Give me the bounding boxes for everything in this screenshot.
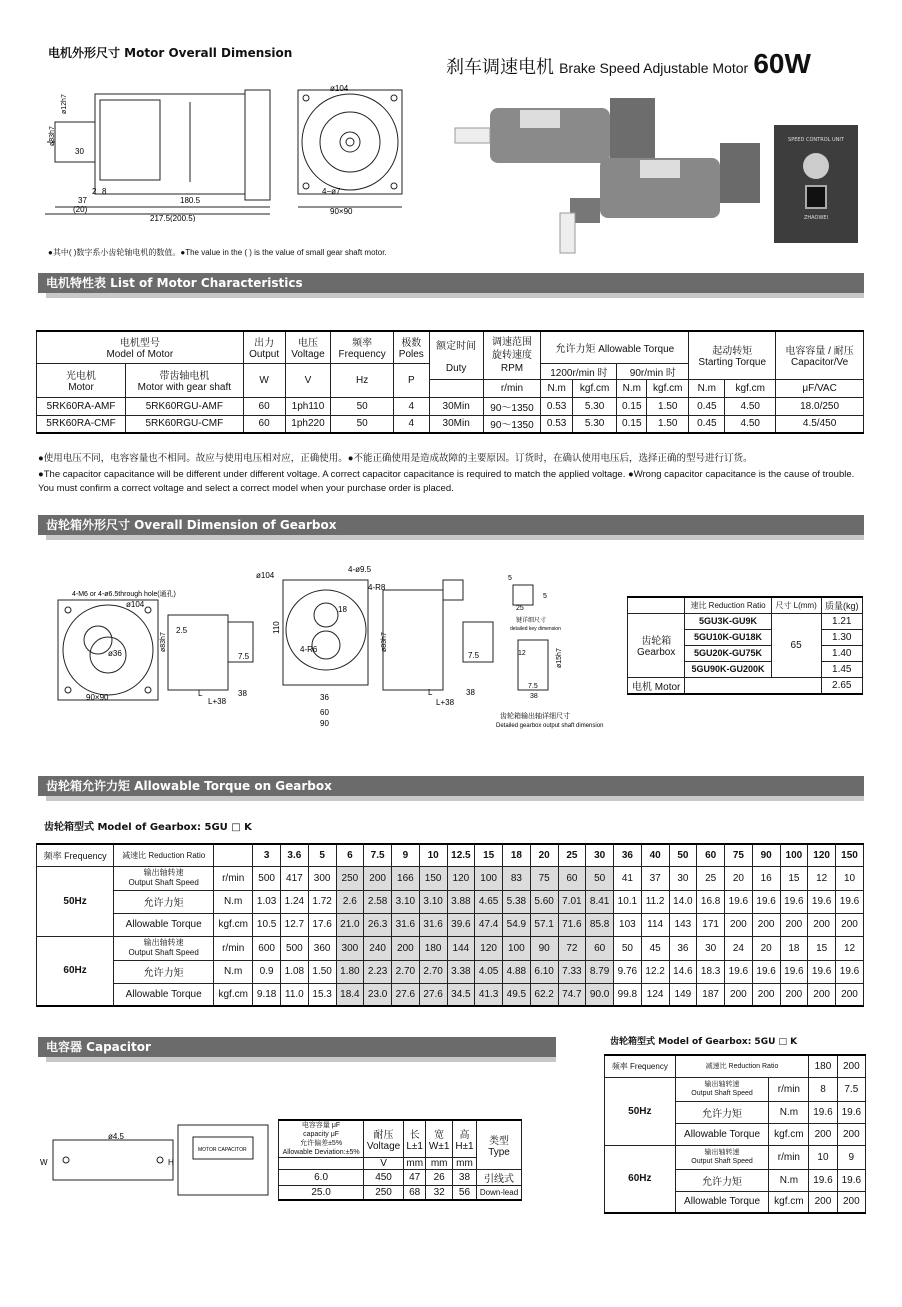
torque-cell: 60 — [586, 936, 614, 960]
torque-cell: 200 — [364, 866, 392, 890]
table-row: 25.0 250 68 32 56 Down-lead — [279, 1186, 522, 1200]
torque-cell: 12.7 — [281, 913, 309, 936]
torque-cell: 166 — [392, 866, 420, 890]
gb-dim-d83b: ø83h7 — [381, 632, 388, 652]
torque-cell: 50 — [586, 866, 614, 890]
torque-cell: 9.76 — [614, 960, 642, 983]
torque-cell: 171 — [697, 913, 725, 936]
torque-cell: 10.1 — [614, 890, 642, 913]
dim-d83: ø83h7 — [49, 126, 56, 146]
torque-cell: 149 — [669, 983, 697, 1006]
torque-cell: 3.10 — [419, 890, 447, 913]
torque-cell: 50 — [614, 936, 642, 960]
torque-cell: 8.41 — [586, 890, 614, 913]
gb-dim-d83: ø83h7 — [160, 632, 167, 652]
torque-cell: 3.6 — [281, 844, 309, 866]
speed-controller — [774, 125, 858, 243]
torque-cell: 8.79 — [586, 960, 614, 983]
torque-cell: 6 — [336, 844, 364, 866]
torque-cell: 150 — [419, 866, 447, 890]
key-detail-en: detailed key dimension — [510, 626, 561, 632]
gb-dim-25: 25 — [516, 605, 524, 612]
torque-cell: 19.6 — [752, 960, 780, 983]
gb-dim-38: 38 — [238, 689, 247, 698]
torque-cell: 27.6 — [392, 983, 420, 1006]
product-power: 60W — [753, 48, 811, 79]
torque-cell: 62.2 — [530, 983, 558, 1006]
torque-cell: 47.4 — [475, 913, 503, 936]
torque-cell: 200 — [752, 913, 780, 936]
torque-cell: 417 — [281, 866, 309, 890]
gb-dim-l38: L+38 — [208, 697, 227, 706]
gb-dim-d95: 4-ø9.5 — [348, 565, 372, 574]
torque-cell: 36 — [669, 936, 697, 960]
gb-dim-38b: 38 — [466, 688, 475, 697]
torque-cell: 5.60 — [530, 890, 558, 913]
dim-90x90: 90×90 — [330, 207, 353, 216]
model-header: 电机型号 Model of Motor — [37, 331, 244, 363]
torque-cell: 15 — [475, 844, 503, 866]
torque-cell: 40 — [641, 844, 669, 866]
torque-cell: 37 — [641, 866, 669, 890]
torque-cell: 2.6 — [336, 890, 364, 913]
shaft-detail-en: Detailed gearbox output shaft dimension — [496, 723, 604, 729]
torque-cell: 19.6 — [836, 960, 864, 983]
gb-dim-12: 12 — [518, 650, 526, 657]
torque-cell: 2.58 — [364, 890, 392, 913]
torque-cell: 120 — [475, 936, 503, 960]
torque-cell: 250 — [336, 866, 364, 890]
torque-cell: 300 — [336, 936, 364, 960]
cap-dim-d45: ø4.5 — [108, 1132, 125, 1141]
gb-dim-5: 5 — [508, 575, 512, 582]
capacitor-section-title: 电容器 Capacitor — [38, 1037, 556, 1057]
gb-dim-d15: ø15h7 — [556, 648, 563, 668]
torque-cell: 600 — [253, 936, 281, 960]
torque-cell: 500 — [253, 866, 281, 890]
gb-dim-l38b: L+38 — [436, 698, 455, 707]
torque-cell: 200 — [836, 913, 864, 936]
dim-37: 37 — [78, 196, 87, 205]
characteristics-section-title: 电机特性表 List of Motor Characteristics — [38, 273, 864, 293]
torque-cell: 200 — [725, 983, 753, 1006]
dim-4-d7: 4−ø7 — [322, 187, 341, 196]
torque-cell: 3.10 — [392, 890, 420, 913]
gb-dim-7-5c: 7.5 — [528, 683, 538, 690]
torque-cell: 100 — [503, 936, 531, 960]
gb-dim-90x90: 90×90 — [86, 693, 109, 702]
torque-cell: 39.6 — [447, 913, 475, 936]
torque-cell: 5.38 — [503, 890, 531, 913]
torque-cell: 26.3 — [364, 913, 392, 936]
dim-180-5: 180.5 — [180, 196, 201, 205]
torque-cell: 60 — [697, 844, 725, 866]
torque-cell: 41.3 — [475, 983, 503, 1006]
torque-cell: 54.9 — [503, 913, 531, 936]
torque-cell: 100 — [475, 866, 503, 890]
gb-dim-r8: 4-R8 — [368, 583, 386, 592]
dim-d12: ø12h7 — [61, 94, 68, 114]
torque-cell: 14.6 — [669, 960, 697, 983]
speed-knob-icon — [803, 153, 829, 179]
torque-table: 频率 Frequency 减速比 Reduction Ratio 3 3.6 5 6 7.5 9 10 12.5 15 18 20 25 30 36 40 50 60 75 90 100 120 150 50Hz 输出轴转速 Output Shaft Speed r/min 500 417 300 250 200 166 150 120 100 83 75 60 50 41 37 30 25 20 16 15 12 10 允许力矩 N.m 1.03 1.24 1.72 2.6 2.58 3.10 3.10 3.88 4.65 5.38 5.60 7.01 8.41 10.1 11.2 14.0 16.8 19.6 19.6 19.6 19.6 19.6 Allowable Torque kgf.cm 10.5 12.7 17.6 21.0 26.3 31.6 31.6 39.6 47.4 54.9 57.1 71.6 85.8 103 114 143 171 200 200 200 200 200 60Hz 输出轴转速 Output Shaft Speed r/min 600 500 360 300 240 200 180 144 120 100 90 72 60 50 45 36 30 24 20 18 15 12 允许力矩 N.m 0.9 1.08 1.50 1.80 2.23 2.70 2.70 3.38 4.05 4.88 6.10 7.33 8.79 9.76 12.2 14.6 18.3 19.6 19.6 19.6 19.6 19.6 Allowable Torque kgf.cm 9.18 11.0 15.3 18.4 23.0 27.6 27.6 34.5 41.3 49.5 62.2 74.7 90.0 99.8 124 149 187 200 200 200 200 200 — [36, 843, 864, 1007]
motor-photo — [450, 88, 770, 273]
torque-cell: 150 — [836, 844, 864, 866]
torque-cell: 15.3 — [308, 983, 336, 1006]
torque-cell: 74.7 — [558, 983, 586, 1006]
characteristics-table: 电机型号 Model of Motor 出力 Output 电压 Voltage 频率 Frequency 极数 Poles 额定时间 Duty 调速范围 旋转速度 RPM 允许力矩 Allowable Torque 起动转矩 Starting Torque 电容容量 / 耐压 Capacitor/Ve 光电机 Motor 带齿轴电机 Motor with gear shaft W V Hz P 1200r/min 时 90r/min 时 r/min N.m kgf.cm N.m kgf.cm N.m kgf.cm μF/VAC 5RK60RA-AMF 5RK60RGU-AMF 60 1ph110 50 4 30Min 90～1350 0.53 5.30 0.15 1.50 0.45 4.50 18.0/250 5RK60RA-CMF 5RK60RGU-CMF 60 1ph220 50 4 30Min 90～1350 0.53 5.30 0.15 1.50 0.45 4.50 4.5/450 — [36, 330, 864, 434]
gb-dim-d104b: ø104 — [256, 571, 275, 580]
torque-cell: 72 — [558, 936, 586, 960]
torque-cell: 11.2 — [641, 890, 669, 913]
torque-cell: 19.6 — [725, 960, 753, 983]
torque-cell: 16.8 — [697, 890, 725, 913]
gb-dim-36: 36 — [320, 693, 329, 702]
torque-cell: 18.4 — [336, 983, 364, 1006]
cap-dim-h: H — [168, 1158, 174, 1167]
torque-cell: 31.6 — [392, 913, 420, 936]
motor-dimension-title: 电机外形尺寸 Motor Overall Dimension — [48, 46, 293, 60]
torque-cell: 20 — [530, 844, 558, 866]
torque-cell: 200 — [725, 913, 753, 936]
torque-cell: 20 — [752, 936, 780, 960]
torque-section-title: 齿轮箱允许力矩 Allowable Torque on Gearbox — [38, 776, 864, 796]
controller-label: SPEED CONTROL UNIT — [788, 137, 844, 143]
gb-dim-7-5: 7.5 — [238, 652, 250, 661]
gearbox-section-title: 齿轮箱外形尺寸 Overall Dimension of Gearbox — [38, 515, 864, 535]
gearbox-model-label-2: 齿轮箱型式 Model of Gearbox: 5GU □ K — [610, 1037, 798, 1047]
torque-cell: 1.24 — [281, 890, 309, 913]
torque-cell: 90 — [752, 844, 780, 866]
gb-dim-60: 60 — [320, 708, 329, 717]
voltage-note-en: ●The capacitor capacitance will be different under different voltage. A correct capacitor capacitance is required to match the applied voltage. ●Wrong capacitor capacitance is the cause of trouble. You must confirm a correct voltage and select a correct model when your purchase order is placed. — [38, 469, 855, 494]
gearbox-dimension-drawing — [38, 560, 608, 740]
torque-cell: 90 — [530, 936, 558, 960]
torque-cell: 57.1 — [530, 913, 558, 936]
torque-cell: 36 — [614, 844, 642, 866]
torque-cell: 360 — [308, 936, 336, 960]
torque-cell: 500 — [281, 936, 309, 960]
torque-cell: 2.70 — [419, 960, 447, 983]
gb-dim-38c: 38 — [530, 693, 538, 700]
torque-cell: 12.2 — [641, 960, 669, 983]
torque-cell: 18 — [780, 936, 808, 960]
torque-cell: 34.5 — [447, 983, 475, 1006]
torque-cell: 124 — [641, 983, 669, 1006]
torque-cell: 85.8 — [586, 913, 614, 936]
torque-cell: 1.72 — [308, 890, 336, 913]
torque-cell: 3.88 — [447, 890, 475, 913]
torque-cell: 19.6 — [808, 890, 836, 913]
torque-cell: 1.80 — [336, 960, 364, 983]
torque-cell: 19.6 — [725, 890, 753, 913]
torque-cell: 180 — [419, 936, 447, 960]
gb-dim-r6: 4-R6 — [300, 645, 318, 654]
gb-dim-d104: ø104 — [126, 600, 145, 609]
cap-dim-w: W — [40, 1158, 48, 1167]
torque-cell: 41 — [614, 866, 642, 890]
torque-cell: 19.6 — [780, 960, 808, 983]
capacitor-table: 电容容量 μF capacity μF 允许偏差±5% Allowable Deviation:±5% 耐压 Voltage 长 L±1 宽 W±1 高 H±1 类型 Type V mm mm mm 6.0 450 47 26 38 引线式 25.0 250 68 32 56 Down-lead — [278, 1119, 522, 1201]
dim-20: (20) — [73, 205, 88, 214]
torque-cell: 10.5 — [253, 913, 281, 936]
torque-cell: 2.23 — [364, 960, 392, 983]
dimension-note: ●其中( )数字系小齿轮轴电机的数值。●The value in the ( ) is the value of small gear shaft motor. — [48, 248, 387, 257]
torque-cell: 19.6 — [808, 960, 836, 983]
shaft-detail-zh: 齿轮箱输出轴详细尺寸 — [500, 713, 570, 720]
dim-2: 2 — [92, 187, 97, 196]
torque-cell: 0.9 — [253, 960, 281, 983]
torque-cell: 200 — [780, 913, 808, 936]
product-title-en: Brake Speed Adjustable Motor — [559, 60, 749, 76]
product-title-zh: 刹车调速电机 — [446, 57, 554, 78]
torque-cell: 4.65 — [475, 890, 503, 913]
torque-cell: 71.6 — [558, 913, 586, 936]
torque-cell: 200 — [752, 983, 780, 1006]
torque-cell: 21.0 — [336, 913, 364, 936]
motor-dimension-drawing — [40, 82, 440, 222]
torque-cell: 15 — [808, 936, 836, 960]
torque-cell: 50 — [669, 844, 697, 866]
torque-cell: 30 — [669, 866, 697, 890]
torque-cell: 1.50 — [308, 960, 336, 983]
torque-cell: 30 — [586, 844, 614, 866]
key-detail-zh: 键详细尺寸 — [516, 618, 547, 624]
torque-cell: 240 — [364, 936, 392, 960]
torque-cell: 144 — [447, 936, 475, 960]
torque-cell: 4.05 — [475, 960, 503, 983]
torque-cell: 103 — [614, 913, 642, 936]
torque-cell: 49.5 — [503, 983, 531, 1006]
torque-cell: 99.8 — [614, 983, 642, 1006]
gb-dim-5b: 5 — [543, 593, 547, 600]
torque-cell: 75 — [530, 866, 558, 890]
torque-cell: 114 — [641, 913, 669, 936]
torque-cell: 200 — [836, 983, 864, 1006]
gb-dim-d36: ø36 — [108, 649, 122, 658]
torque-cell: 10 — [836, 866, 864, 890]
product-title — [446, 48, 811, 80]
torque-cell: 7.5 — [364, 844, 392, 866]
controller-brand: ZHAOWEI — [803, 215, 829, 221]
torque-cell: 3 — [253, 844, 281, 866]
gearbox-model-label: 齿轮箱型式 Model of Gearbox: 5GU □ K — [44, 822, 252, 833]
torque-cell: 200 — [780, 983, 808, 1006]
torque-cell: 25 — [558, 844, 586, 866]
gearbox-hole-label: 4-M6 or 4-ø6.5through hole(通孔) — [72, 591, 176, 598]
torque-cell: 18 — [503, 844, 531, 866]
gb-dim-110: 110 — [272, 621, 281, 634]
torque-cell: 1.03 — [253, 890, 281, 913]
torque-cell: 30 — [697, 936, 725, 960]
torque-cell: 6.10 — [530, 960, 558, 983]
torque-cell: 12 — [808, 866, 836, 890]
torque-cell: 15 — [780, 866, 808, 890]
torque-cell: 300 — [308, 866, 336, 890]
torque-cell: 187 — [697, 983, 725, 1006]
torque-cell: 12.5 — [447, 844, 475, 866]
torque-cell: 143 — [669, 913, 697, 936]
torque-cell: 19.6 — [752, 890, 780, 913]
torque-cell: 16 — [752, 866, 780, 890]
torque-cell: 200 — [808, 983, 836, 1006]
gb-dim-18: 18 — [338, 605, 347, 614]
table-row: 5RK60RA-AMF 5RK60RGU-AMF 60 1ph110 50 4 30Min 90～1350 0.53 5.30 0.15 1.50 0.45 4.50 18.0/250 — [37, 397, 864, 415]
torque-cell: 14.0 — [669, 890, 697, 913]
torque-cell: 120 — [447, 866, 475, 890]
torque-cell: 2.70 — [392, 960, 420, 983]
gearbox-mass-table: 速比 Reduction Ratio 尺寸 L(mm) 质量(kg) 齿轮箱 Gearbox 5GU3K-GU9K 65 1.21 5GU10K-GU18K 1.30 5GU20K-GU75K 1.40 5GU90K-GU200K 1.45 电机 Motor 2.65 — [627, 596, 863, 695]
torque-cell: 19.6 — [780, 890, 808, 913]
torque-table-2: 频率 Frequency 减速比 Reduction Ratio 180 200 50Hz 输出轴转速 Output Shaft Speed r/min 8 7.5 允许力矩 N.m 19.6 19.6 Allowable Torque kgf.cm 200 200 60Hz 输出轴转速 Output Shaft Speed r/min 10 9 允许力矩 N.m 19.6 19.6 Allowable Torque kgf.cm 200 200 — [604, 1054, 866, 1214]
torque-cell: 100 — [780, 844, 808, 866]
gb-dim-l2: L — [428, 688, 433, 697]
switch-icon — [805, 185, 827, 209]
torque-cell: 83 — [503, 866, 531, 890]
capacitor-label: MOTOR CAPACITOR — [198, 1147, 247, 1153]
torque-cell: 4.88 — [503, 960, 531, 983]
dim-d104: ø104 — [330, 84, 349, 93]
table-row: 6.0 450 47 26 38 引线式 — [279, 1170, 522, 1186]
torque-cell: 20 — [725, 866, 753, 890]
table-row: 5RK60RA-CMF 5RK60RGU-CMF 60 1ph220 50 4 30Min 90～1350 0.53 5.30 0.15 1.50 0.45 4.50 4.5/450 — [37, 415, 864, 433]
gb-dim-2-5: 2.5 — [176, 626, 188, 635]
torque-cell: 17.6 — [308, 913, 336, 936]
dim-8: 8 — [102, 187, 107, 196]
gb-dim-7-5b: 7.5 — [468, 651, 480, 660]
torque-cell: 12 — [836, 936, 864, 960]
torque-cell: 1.08 — [281, 960, 309, 983]
torque-cell: 7.01 — [558, 890, 586, 913]
torque-cell: 24 — [725, 936, 753, 960]
torque-cell: 25 — [697, 866, 725, 890]
torque-cell: 200 — [808, 913, 836, 936]
torque-cell: 3.38 — [447, 960, 475, 983]
torque-cell: 45 — [641, 936, 669, 960]
torque-cell: 31.6 — [419, 913, 447, 936]
gb-dim-90: 90 — [320, 719, 329, 728]
torque-cell: 200 — [392, 936, 420, 960]
gb-dim-l: L — [198, 689, 203, 698]
torque-cell: 9 — [392, 844, 420, 866]
dim-217-5: 217.5(200.5) — [150, 214, 196, 222]
torque-cell: 27.6 — [419, 983, 447, 1006]
capacitor-drawing — [38, 1115, 278, 1205]
torque-cell: 7.33 — [558, 960, 586, 983]
torque-cell: 5 — [308, 844, 336, 866]
torque-cell: 60 — [558, 866, 586, 890]
torque-cell: 19.6 — [836, 890, 864, 913]
dim-30: 30 — [75, 147, 84, 156]
torque-cell: 120 — [808, 844, 836, 866]
torque-cell: 9.18 — [253, 983, 281, 1006]
torque-cell: 23.0 — [364, 983, 392, 1006]
torque-cell: 11.0 — [281, 983, 309, 1006]
torque-cell: 10 — [419, 844, 447, 866]
torque-cell: 90.0 — [586, 983, 614, 1006]
torque-cell: 18.3 — [697, 960, 725, 983]
torque-cell: 75 — [725, 844, 753, 866]
voltage-note-zh: ●使用电压不同，电容容量也不相同。故应与使用电压相对应，正确使用。●不能正确使用是造成故障的主要原因。订货时，在确认使用电压后，选择正确的型号进行订货。 — [38, 453, 753, 464]
